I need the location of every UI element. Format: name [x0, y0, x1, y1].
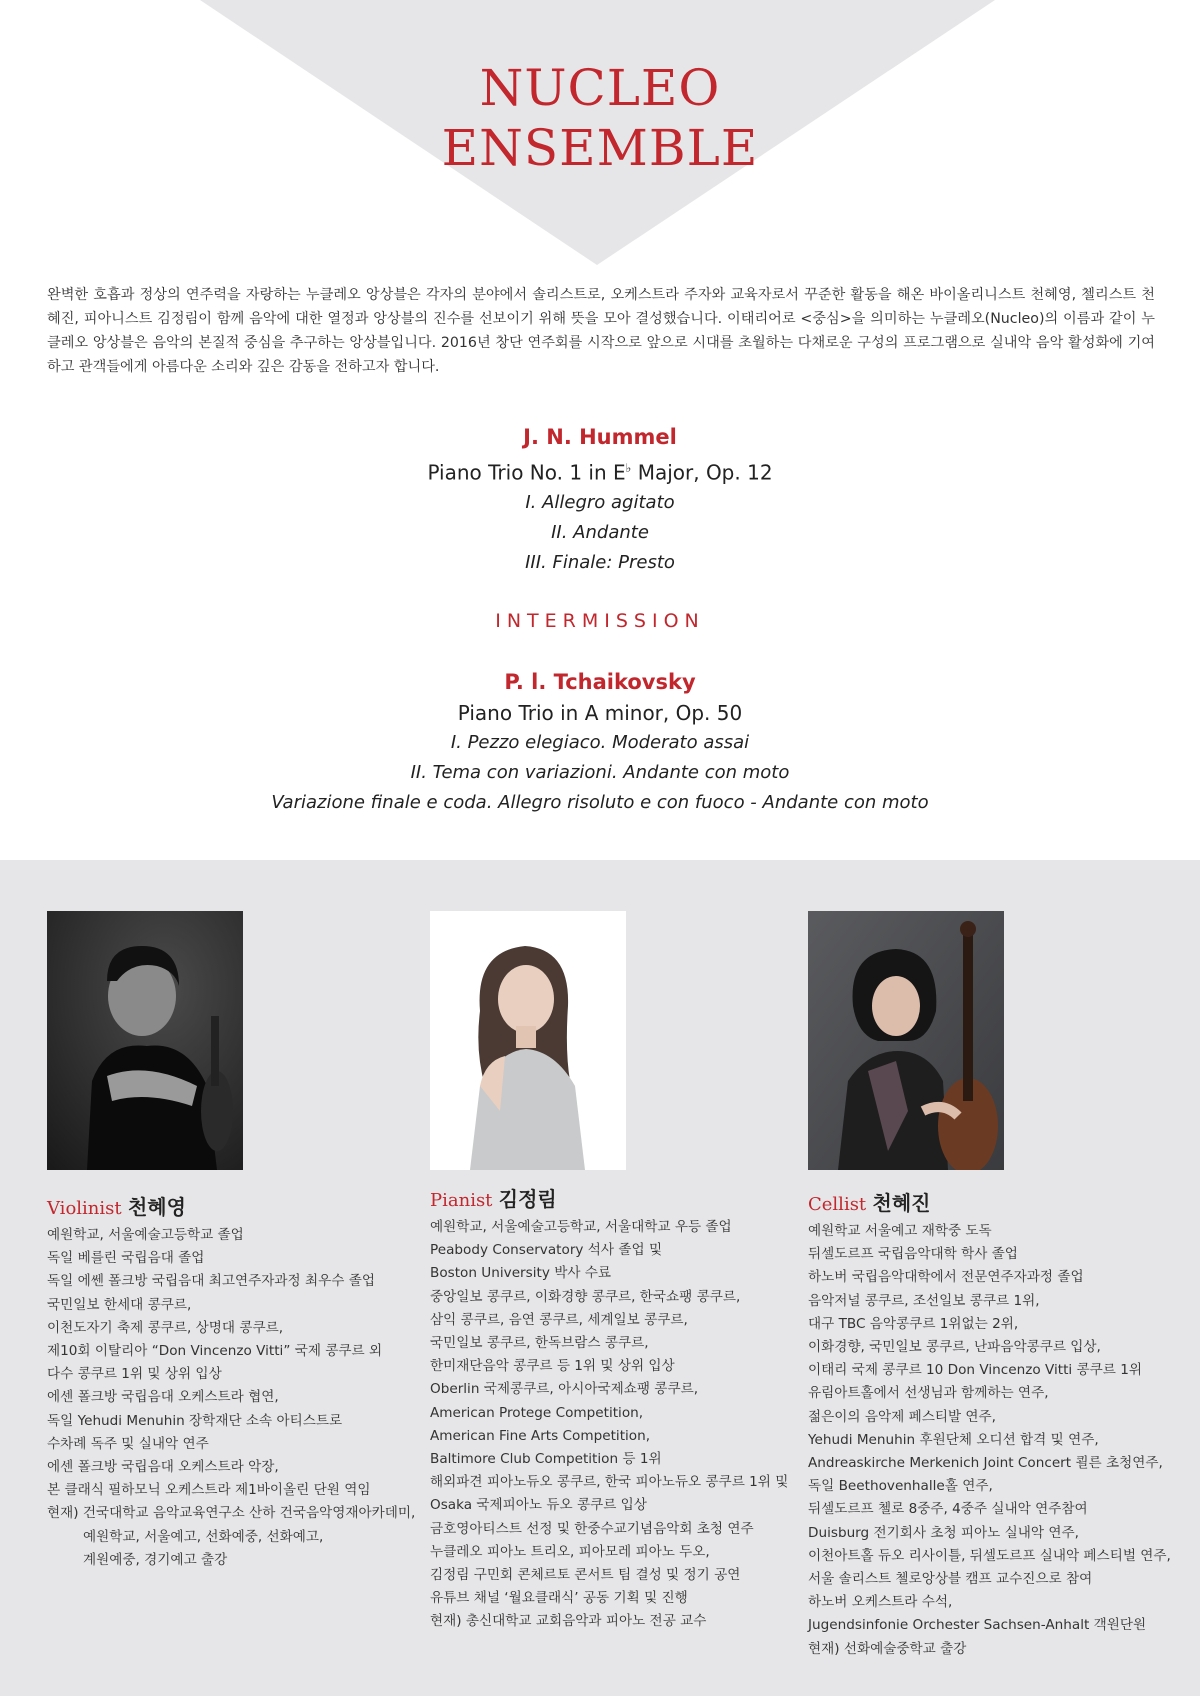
program: [0, 421, 1200, 818]
bio-line: 음악저널 콩쿠르, 조선일보 콩쿠르 1위,: [808, 1292, 1040, 1309]
bio-line: Osaka 국제피아노 듀오 콩쿠르 입상: [430, 1497, 647, 1514]
violinist-name: [47, 1194, 427, 1222]
bio-line: Andreaskirche Merkenich Joint Concert 쾰른 초청연주,: [808, 1455, 1163, 1472]
bio-line: 독일 베를린 국립음대 졸업: [47, 1250, 205, 1267]
bio-line: 에센 폴크방 국립음대 오케스트라 협연,: [47, 1389, 279, 1406]
role-label: Violinist: [47, 1198, 122, 1219]
composer-2: P. l. Tchaikovsky: [504, 669, 696, 694]
bio-line: 예원학교, 서울예술고등학교, 서울대학교 우등 졸업: [430, 1219, 732, 1235]
bio-line: Yehudi Menuhin 후원단체 오디션 합격 및 연주,: [808, 1431, 1099, 1448]
cellist-name: [808, 1190, 1188, 1218]
role-label: Pianist: [430, 1190, 493, 1211]
bio-line: 하노버 국립음악대학에서 전문연주자과정 졸업: [808, 1269, 1084, 1286]
movement: I. Allegro agitato: [525, 491, 675, 513]
performers-section: [0, 860, 1200, 1696]
performer-name: 김정림: [498, 1187, 557, 1211]
bio-line: 제10회 이탈리아 “Don Vincenzo Vitti” 국제 콩쿠르 외: [47, 1343, 383, 1360]
bio-line: 대구 TBC 음악콩쿠르 1위없는 2위,: [808, 1315, 1019, 1332]
movement: II. Tema con variazioni. Andante con moto: [410, 761, 790, 783]
bio-line: 중앙일보 콩쿠르, 이화경향 콩쿠르, 한국쇼팽 콩쿠르,: [430, 1288, 741, 1305]
cellist-bio: [808, 1220, 1188, 1661]
bio-line: 뒤셀도르프 국립음악대학 학사 졸업: [808, 1246, 1018, 1263]
bio-line: 독일 Beethovenhalle홀 연주,: [808, 1478, 993, 1495]
pianist-bio: [430, 1216, 810, 1634]
bio-line: 국민일보 콩쿠르, 한독브람스 콩쿠르,: [430, 1335, 649, 1352]
bio-line: 누클레오 피아노 트리오, 피아모레 피아노 두오,: [430, 1543, 710, 1560]
flat-sign: ♭: [625, 461, 632, 475]
bio-line: 이태리 국제 콩쿠르 10 Don Vincenzo Vitti 콩쿠르 1위: [808, 1362, 1143, 1379]
movement: I. Pezzo elegiaco. Moderato assai: [450, 731, 750, 753]
intro-paragraph: 완벽한 호흡과 정상의 연주력을 자랑하는 누클레오 앙상블은 각자의 분야에서 솔리스트로, 오케스트라 주자와 교육자로서 꾸준한 활동을 해온 바이올리니스트 천혜영, 첼리스트 천혜진, 피아니스트 김정림이 함께 음악에 대한 열정과 앙상블의 진수를 선보이기 위해 뜻을 모아 결성했습니다. 이태리어로 <중심>을 의미하는 누클레오(Nucleo)의 이름과 같이 누클레오 앙상블은 음악의 본질적 중심을 추구하는 앙상블입니다. 2016년 창단 연주회를 시작으로 앞으로 시대를 초월하는 다채로운 구성의 프로그램으로 실내악 음악 활성화에 기여하고 관객들에게 아름다운 소리와 깊은 감동을 전하고자 합니다.: [47, 287, 1155, 375]
bio-line: 에센 폴크방 국립음대 오케스트라 악장,: [47, 1459, 279, 1476]
pianist-name: [430, 1186, 810, 1214]
bio-line: 본 클래식 필하모닉 오케스트라 제1바이올린 단원 역임: [47, 1482, 371, 1499]
work-1-suffix: Major, Op. 12: [631, 460, 773, 485]
bio-line: Oberlin 국제콩쿠르, 아시아국제쇼팽 콩쿠르,: [430, 1381, 699, 1398]
bio-line: 서울 솔리스트 첼로앙상블 캠프 교수진으로 참여: [808, 1571, 1093, 1588]
performer-name: 천혜영: [127, 1195, 186, 1219]
violinist-bio: [47, 1224, 427, 1572]
bio-line: 금호영아티스트 선정 및 한중수교기념음악회 초청 연주: [430, 1520, 754, 1537]
bio-line: 유튜브 채널 ‘월요클래식’ 공동 기획 및 진행: [430, 1590, 688, 1607]
bio-line: 다수 콩쿠르 1위 및 상위 입상: [47, 1366, 222, 1383]
performer-violinist: [47, 911, 427, 1572]
bio-line: 예원학교, 서울예고, 선화예중, 선화예고,: [83, 1528, 324, 1545]
bio-line: 한미재단음악 콩쿠르 등 1위 및 상위 입상: [430, 1358, 675, 1375]
bio-line: 이화경향, 국민일보 콩쿠르, 난파음악콩쿠르 입상,: [808, 1339, 1101, 1356]
cellist-photo: [808, 911, 1004, 1170]
bio-line: 유림아트홀에서 선생님과 함께하는 연주,: [808, 1385, 1049, 1402]
pianist-photo: [430, 911, 626, 1170]
composer-1: J. N. Hummel: [523, 425, 677, 449]
movement: III. Finale: Presto: [525, 551, 675, 573]
bio-line: 계원예중, 경기예고 출강: [83, 1551, 228, 1568]
bio-line: 현재) 선화예술중학교 출강: [808, 1640, 967, 1657]
bio-line: American Protege Competition,: [430, 1404, 644, 1421]
bio-line: 독일 에쎈 폴크방 국립음대 최고연주자과정 최우수 졸업: [47, 1273, 375, 1290]
title-line-2: ENSEMBLE: [441, 119, 759, 177]
movement: II. Andante: [551, 521, 649, 543]
intermission-label: INTERMISSION: [495, 609, 705, 632]
bio-line: 예원학교 서울예고 재학중 도독: [808, 1223, 992, 1239]
performer-pianist: [430, 911, 810, 1634]
page-title: [0, 58, 1200, 178]
bio-line: 국민일보 한세대 콩쿠르,: [47, 1296, 192, 1313]
bio-line: 젊은이의 음악제 페스티발 연주,: [808, 1408, 996, 1425]
title-line-1: NUCLEO: [479, 59, 721, 117]
bio-line: Jugendsinfonie Orchester Sachsen-Anhalt 객원단원: [808, 1617, 1147, 1634]
bio-line: 예원학교, 서울예술고등학교 졸업: [47, 1227, 244, 1243]
work-2: Piano Trio in A minor, Op. 50: [457, 700, 743, 725]
violinist-photo: [47, 911, 243, 1170]
performer-cellist: [808, 911, 1188, 1661]
bio-line: American Fine Arts Competition,: [430, 1427, 651, 1444]
role-label: Cellist: [808, 1194, 867, 1215]
bio-line: 삼익 콩쿠르, 음연 콩쿠르, 세계일보 콩쿠르,: [430, 1311, 688, 1328]
movement: Variazione finale e coda. Allegro risoluto e con fuoco - Andante con moto: [271, 791, 929, 813]
bio-line: 해외파견 피아노듀오 콩쿠르, 한국 피아노듀오 콩쿠르 1위 및: [430, 1474, 789, 1491]
bio-line: Boston University 박사 수료: [430, 1265, 612, 1282]
bio-line: 수차례 독주 및 실내악 연주: [47, 1435, 209, 1452]
bio-line: 김정림 구민회 콘체르토 콘서트 팀 결성 및 정기 공연: [430, 1567, 741, 1584]
bio-line: 이천아트홀 듀오 리사이틀, 뒤셀도르프 실내악 페스티벌 연주,: [808, 1547, 1171, 1564]
bio-line: Peabody Conservatory 석사 졸업 및: [430, 1242, 663, 1259]
work-1: [0, 453, 1200, 488]
performer-name: 천혜진: [872, 1191, 931, 1215]
work-1-prefix: Piano Trio No. 1 in E: [427, 460, 626, 485]
bio-line: 뒤셀도르프 첼로 8중주, 4중주 실내악 연주참여: [808, 1501, 1088, 1518]
bio-line: 이천도자기 축제 콩쿠르, 상명대 콩쿠르,: [47, 1319, 284, 1336]
bio-line: 하노버 오케스트라 수석,: [808, 1594, 953, 1611]
bio-line: 현재) 건국대학교 음악교육연구소 산하 건국음악영재아카데미,: [47, 1505, 416, 1522]
bio-line: 현재) 총신대학교 교회음악과 피아노 전공 교수: [430, 1613, 707, 1630]
bio-line: Duisburg 전기회사 초청 피아노 실내악 연주,: [808, 1524, 1079, 1541]
bio-line: Baltimore Club Competition 등 1위: [430, 1451, 662, 1468]
bio-line: 독일 Yehudi Menuhin 장학재단 소속 아티스트로: [47, 1412, 343, 1429]
